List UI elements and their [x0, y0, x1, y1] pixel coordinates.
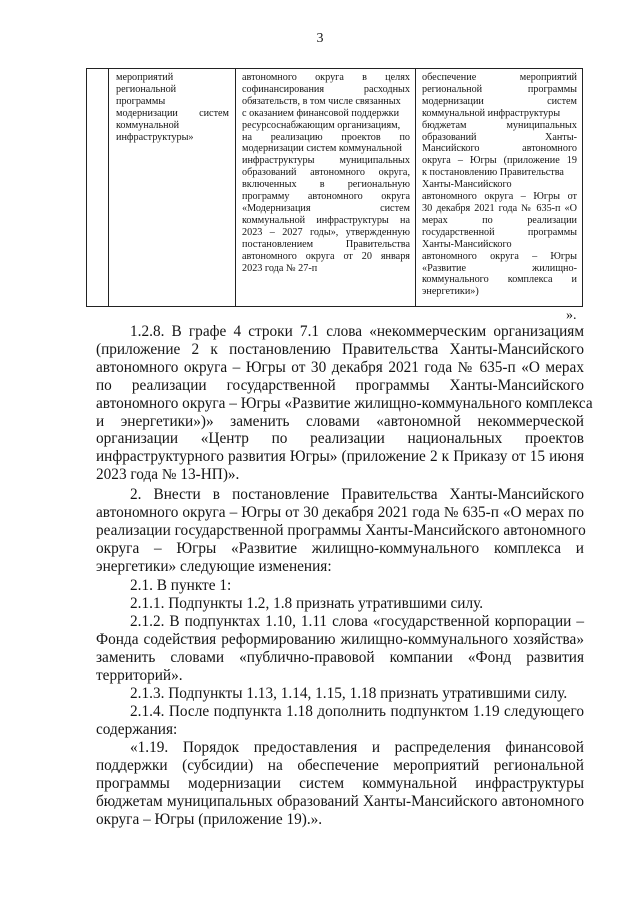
paragraph-1-2-8	[96, 323, 593, 484]
paragraph-2	[96, 486, 584, 576]
text-line: модернизации систем	[116, 107, 229, 119]
text-line: автономного округа – Югры от	[422, 191, 577, 203]
text-line: 2.1.3. Подпункты 1.13, 1.14, 1.15, 1.18 признать утратившими силу.	[130, 685, 568, 702]
text-line: автономного округа – Югры от 30 декабря 2021 года № 635-п «О мерах по	[96, 503, 584, 521]
text-line: на реализацию проектов по	[242, 131, 410, 143]
text-line: автономного округа – Югры	[422, 250, 577, 262]
paragraph-2-1-3	[96, 685, 584, 703]
text-line: 30 декабря 2021 года № 635-п «О	[422, 202, 577, 214]
text-line: 2. Внести в постановление Правительства Ханты-Мансийского	[130, 486, 584, 503]
table-closing-quote: ».	[566, 308, 577, 323]
text-line: к постановлению Правительства	[422, 167, 564, 179]
text-line: заменить словами «публично-правовой компании «Фонд развития	[96, 648, 584, 666]
text-line: «Развитие жилищно-	[422, 262, 577, 274]
paragraph-2-1-2	[96, 613, 584, 685]
text-line: «Модернизация систем	[242, 202, 410, 214]
text-line: по реализации государственной программы Ханты-Мансийского	[96, 376, 584, 394]
text-line: 2.1.4. После подпункта 1.18 дополнить подпунктом 1.19 следующего	[130, 703, 584, 720]
text-line: энергетики»)	[422, 286, 479, 298]
text-line: софинансирования расходных	[242, 83, 410, 95]
text-line: включенных в региональную	[242, 179, 410, 191]
page-number: 3	[316, 31, 324, 46]
text-line: организации «Центр по реализации национальных проектов	[96, 430, 584, 448]
text-line: модернизации систем	[422, 95, 577, 107]
table-border-right	[582, 69, 583, 306]
text-line: округа – Югры «Развитие жилищно-коммунального комплекса и	[96, 539, 584, 557]
text-line: Ханты-Мансийского	[422, 179, 512, 191]
text-line: округа – Югры (приложение 19).».	[96, 810, 323, 828]
text-line: коммунального комплекса и	[422, 274, 577, 286]
table-cell-subsidy	[422, 72, 577, 298]
text-line: автономного округа в целях	[242, 72, 410, 83]
text-line: коммунальной	[116, 119, 180, 131]
text-line: коммунальной инфраструктуры	[422, 107, 561, 119]
text-line: Мансийского автономного	[422, 143, 577, 155]
table-divider-1	[108, 69, 109, 306]
table-divider-3	[415, 69, 416, 306]
text-line: с оказанием финансовой поддержки	[242, 107, 400, 119]
text-line: образований Ханты-	[422, 131, 577, 143]
paragraph-2-1-4	[96, 703, 584, 739]
text-line: региональной программы	[422, 83, 577, 95]
text-line: мерах по реализации	[422, 214, 577, 226]
text-line: автономного округа – Югры «Развитие жилищно-коммунального комплекса	[96, 394, 593, 412]
text-line: 2023 – 2027 годы», утвержденную	[242, 226, 410, 238]
text-line: мероприятий	[116, 72, 174, 83]
paragraph-quoted-1-19	[96, 739, 584, 829]
table-cell-event-name	[116, 72, 229, 143]
text-line: энергетики» следующие изменения:	[96, 557, 332, 575]
table-cell-purpose	[242, 72, 410, 274]
text-line: автономного округа от 20 января	[242, 250, 410, 262]
text-line: реализации государственной программы Ханты-Мансийского автономного	[96, 521, 586, 539]
text-line: бюджетам муниципальных образований Ханты-Мансийского автономного	[96, 792, 584, 810]
text-line: инфраструктуры муниципальных	[242, 155, 410, 167]
text-line: бюджетам муниципальных	[422, 119, 577, 131]
text-line: 2.1. В пункте 1:	[130, 577, 232, 594]
text-line: обязательств, в том числе связанных	[242, 95, 401, 107]
text-line: округа – Югры (приложение 19	[422, 155, 577, 167]
paragraph-2-1	[96, 577, 584, 595]
text-line: ресурсоснабжающим организациям,	[242, 119, 401, 131]
text-line: содержания:	[96, 720, 178, 738]
text-line: обеспечение мероприятий	[422, 72, 577, 83]
table-border-left	[86, 69, 87, 306]
text-line: поддержки (субсидии) на обеспечение мероприятий региональной	[96, 756, 584, 774]
text-line: инфраструктуры»	[116, 131, 194, 143]
text-line: (приложение 2 к постановлению Правительства Ханты-Мансийского	[96, 340, 584, 358]
text-line: коммунальной инфраструктуры на	[242, 214, 410, 226]
text-line: 2023 года № 13-НП)».	[96, 466, 240, 484]
text-line: постановлением Правительства	[242, 238, 410, 250]
text-line: инфраструктурного развития Югры» (приложение 2 к Приказу от 15 июня	[96, 448, 584, 466]
text-line: модернизации систем коммунальной	[242, 143, 402, 155]
table-divider-2	[235, 69, 236, 306]
text-line: Ханты-Мансийского	[422, 238, 512, 250]
text-line: 2.1.1. Подпункты 1.2, 1.8 признать утратившими силу.	[130, 595, 484, 612]
text-line: программы модернизации систем коммунальной инфраструктуры	[96, 774, 584, 792]
text-line: и энергетики»)» заменить словами «автономной некоммерческой	[96, 412, 584, 430]
text-line: 1.2.8. В графе 4 строки 7.1 слова «некоммерческим организациям	[130, 323, 584, 340]
text-line: 2.1.2. В подпунктах 1.10, 1.11 слова «государственной корпорации –	[130, 613, 584, 630]
text-line: государственной программы	[422, 226, 577, 238]
text-line: территорий».	[96, 666, 183, 684]
text-line: образований автономного округа,	[242, 167, 410, 179]
table-fragment	[86, 68, 583, 307]
text-line: программы	[116, 95, 166, 107]
text-line: «1.19. Порядок предоставления и распределения финансовой	[130, 739, 584, 756]
text-line: Фонда содействия реформированию жилищно-коммунального хозяйства»	[96, 630, 584, 648]
text-line: программу автономного округа	[242, 191, 410, 203]
text-line: региональной	[116, 83, 177, 95]
text-line: автономного округа – Югры от 30 декабря 2021 года № 635-п «О мерах	[96, 358, 584, 376]
text-line: 2023 года № 27-п	[242, 262, 318, 274]
paragraph-2-1-1	[96, 595, 584, 613]
